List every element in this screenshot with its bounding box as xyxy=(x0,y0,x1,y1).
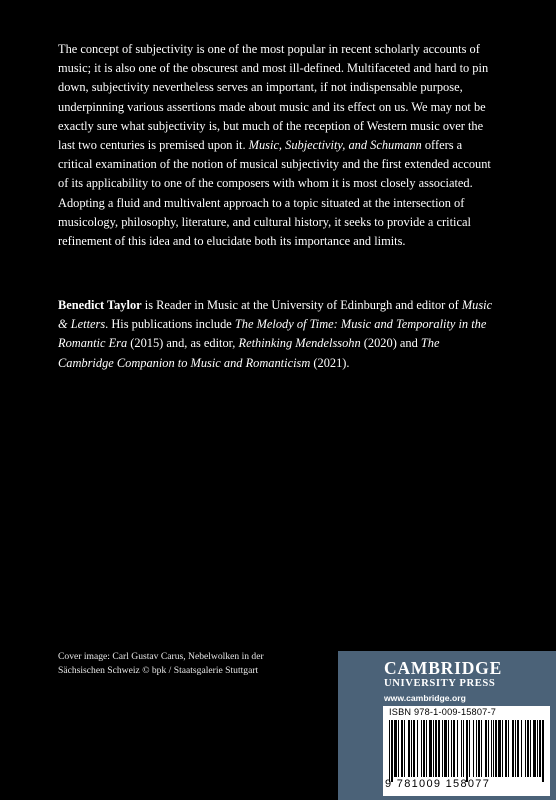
book-title-2: Rethinking Mendelssohn xyxy=(238,336,361,351)
publisher-panel xyxy=(338,651,556,800)
journal-title: Music & Letters xyxy=(58,298,493,332)
book-title-1: The Melody of Time: Music and Temporality in the Romantic Era xyxy=(58,317,487,351)
book-description xyxy=(58,40,498,251)
bio-text-1: is Reader in Music at the University of Edinburgh and editor of xyxy=(141,298,462,312)
description-text-1: The concept of subjectivity is one of the most popular in recent scholarly accounts of music; it is also one of the obscurest and most ill-defined. Multifaceted and hard to pin down, subjectivity nevertheless serves an important, if not indispensable purpose, underpinning various assertions made about music and its effect on us. We may not be exactly sure what subjectivity is, but much of the reception of Western music over the last two centuries is premised upon it. xyxy=(58,42,489,153)
bio-text-5: (2021). xyxy=(310,355,350,370)
author-bio xyxy=(58,296,498,373)
book-title: Music, Subjectivity, and Schumann xyxy=(248,138,422,153)
bio-text-4: (2020) and xyxy=(360,336,421,351)
bio-text-2: . His publications include xyxy=(105,317,235,332)
barcode-digits: 9 781009 158077 xyxy=(385,778,491,790)
author-name: Benedict Taylor xyxy=(58,298,142,312)
bio-text-3: (2015) and, as editor, xyxy=(127,336,239,351)
cover-image-credit: Cover image: Carl Gustav Carus, Nebelwolken in der Sächsischen Schweiz © bpk / Staatsgalerie Stuttgart xyxy=(58,651,264,676)
publisher-logo-name: CAMBRIDGE xyxy=(384,658,503,678)
barcode-icon xyxy=(389,720,544,782)
publisher-url: www.cambridge.org xyxy=(384,693,466,703)
publisher-logo-sub: UNIVERSITY PRESS xyxy=(384,678,496,689)
barcode-area xyxy=(383,706,550,796)
isbn-label: ISBN 978-1-009-15807-7 xyxy=(389,707,497,717)
description-text-2: offers a critical examination of the notion of musical subjectivity and the first extended account of its applicability to one of the composers with whom it is most closely associated. Adopting a fluid and multivalent approach to a topic situated at the intersection of musicology, philosophy, literature, and cultural history, it seeks to provide a critical refinement of this idea and to elucidate both its importance and limits. xyxy=(58,138,491,249)
book-title-3: The Cambridge Companion to Music and Romanticism xyxy=(58,336,440,370)
